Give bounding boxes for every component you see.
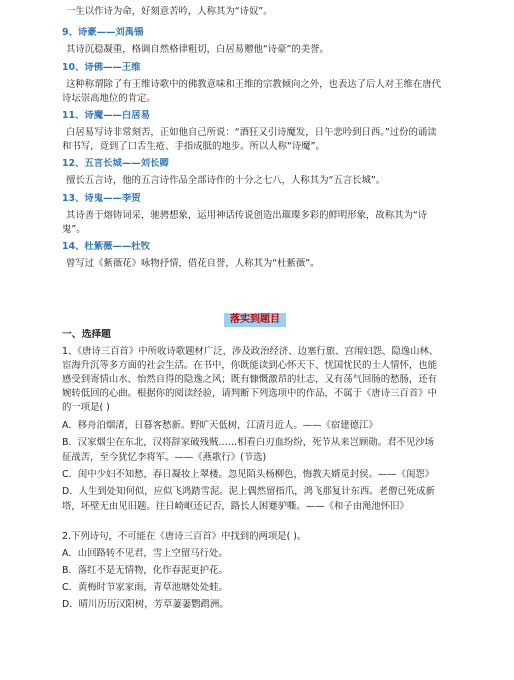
text-line: B．落红不是无情物，化作春泥更护花。: [62, 565, 228, 576]
text-line: 塔，坏壁无由见旧题。往日崎岖还记否，路长人困蹇驴嘶。——《和子由渑池怀旧》: [62, 501, 409, 512]
text-line: 13、诗鬼——李贺: [62, 193, 141, 204]
text-line: 其诗沉稳凝重，格调自然格律粗切，白居易赠他“诗豪”的美誉。: [66, 44, 329, 55]
text-line: 感受到寄情山水、怡然自得的隐逸之风；既有慷慨激昂的壮志，又有荡气回肠的愁肠，还有: [62, 374, 438, 385]
text-line: 征战苦，至今犹忆李将军。——《燕歌行》(节选): [62, 452, 267, 463]
text-line: 11、诗魔——白居易: [62, 110, 151, 121]
text-line: C．闺中少妇不知愁，春日凝妆上翠楼。忽见陌头杨柳色，悔教夫婿觅封侯。——《闺怨》: [62, 469, 435, 480]
text-line: 和书写，竟到了口舌生疮、手指成胝的地步。所以人称“诗魔”。: [62, 141, 325, 152]
text-line: 9、诗豪——刘禹锡: [62, 27, 144, 38]
text-line: A．山回路转不见君，雪上空留马行处。: [62, 548, 228, 559]
text-line: D．人生到处知何似，应似飞鸿踏雪泥。泥上偶然留指爪，鸿飞那复计东西。老僧已死成新: [62, 486, 435, 497]
text-line: 一生以作诗为命，好刻意苦吟，人称其为“诗奴”。: [66, 6, 273, 17]
text-line: 曾写过《紫薇花》咏物抒情，借花自誉，人称其为“杜紫薇”。: [66, 258, 320, 269]
section-title: 落实到题目: [224, 313, 286, 327]
text-line: 这种称谓除了有王维诗歌中的佛教意味和王维的宗教倾向之外，也表达了后人对王维在唐代: [66, 79, 442, 90]
text-line: 白居易写诗非常刻苦，正如他自己所说：“酒狂又引诗魔发，日午悲吟到日西。”过份的诵读: [66, 127, 437, 138]
text-line: 擅长五言诗，他的五言诗作品全部诗作的十分之七八，人称其为“五言长城”。: [66, 175, 386, 186]
text-line: 10、诗佛——王维: [62, 62, 141, 73]
text-line: 12、五言长城——刘长卿: [62, 158, 169, 169]
text-line: D．晴川历历汉阳树，芳草萋萋鹦鹉洲。: [62, 599, 229, 610]
section-heading: 一、选择题: [62, 329, 111, 340]
text-line: 宦海升沉等多方面的社会生活。在书中，你既能读到心怀天下、忧国忧民的士人情怀，也能: [62, 360, 438, 371]
text-line: 诗坛崇高地位的肯定。: [62, 93, 156, 104]
text-line: 鬼”。: [62, 224, 86, 235]
text-line: 1、《唐诗三百首》中所收诗歌题材广泛，涉及政治经济、边塞行旅、宫闱妇怨、隐逸山林、: [62, 346, 439, 357]
text-line: A．移舟泊烟渚，日暮客愁新。野旷天低树，江清月近人。——《宿建德江》: [62, 420, 378, 431]
text-line: B．汉家烟尘在东北，汉将辞家破残贼……相看白刃血纷纷，死节从来岂顾勋。君不见沙场: [62, 437, 435, 448]
text-line: C．黄梅时节家家雨，青草池塘处处蛙。: [62, 582, 228, 593]
text-line: 其诗善于熔铸词采，驰骋想象，运用神话传说创造出璀璨多彩的鲜明形象，故称其为“诗: [66, 210, 428, 221]
text-line: 婉转低回的心曲。根据你的阅读经验，请判断下列选项中的作品，不属于《唐诗三百首》中: [62, 388, 438, 399]
text-line: 的一项是( ): [62, 402, 110, 413]
text-line: 14、杜紫薇——杜牧: [62, 241, 151, 252]
text-line: 2.下列诗句，不可能在《唐诗三百首》中找到的两项是( )。: [62, 531, 307, 542]
